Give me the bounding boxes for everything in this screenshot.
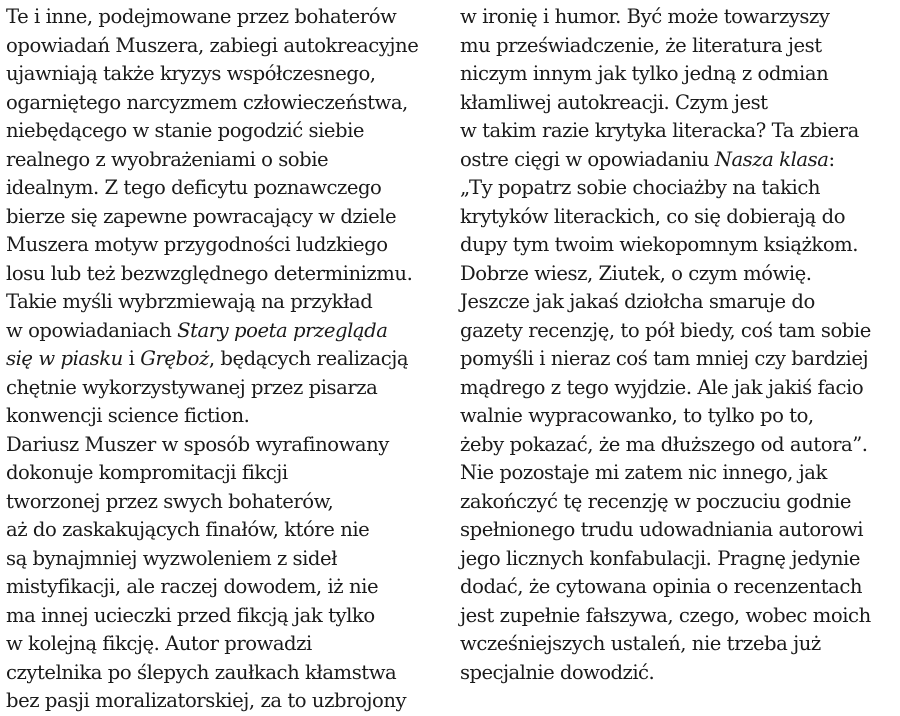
- text-line: [460, 402, 900, 431]
- text-line: [6, 174, 446, 203]
- text-line: [6, 516, 446, 545]
- text-line: [6, 431, 446, 460]
- text-segment: dupy tym twoim wiekopomnym książkom.: [460, 233, 859, 256]
- text-segment: tworzonej przez swych bohaterów,: [6, 489, 334, 513]
- text-line: [6, 659, 446, 688]
- text-segment: w ironię i humor. Być może towarzyszy: [460, 5, 830, 28]
- text-segment: ostre cięgi w opowiadaniu: [460, 147, 715, 171]
- text-segment: czytelnika po ślepych zaułkach kłamstwa: [6, 660, 397, 684]
- text-segment: niczym innym jak tylko jedną z odmian: [460, 62, 829, 85]
- text-line: [460, 545, 900, 574]
- text-line: [6, 260, 446, 289]
- text-segment: aż do zaskakujących finałów, które nie: [6, 518, 370, 541]
- text-column-right: [460, 3, 900, 687]
- text-line: [6, 545, 446, 574]
- text-line: [6, 231, 446, 260]
- text-segment: w kolejną fikcję. Autor prowadzi: [6, 632, 312, 655]
- text-line: [6, 345, 446, 374]
- text-segment: , będących realizacją: [208, 347, 409, 370]
- text-line: [460, 659, 900, 688]
- text-segment: Takie myśli wybrzmiewają na przykład: [6, 290, 373, 313]
- text-line: [460, 317, 900, 346]
- text-line: [460, 231, 900, 260]
- text-line: [460, 32, 900, 61]
- text-line: [460, 89, 900, 118]
- text-segment: mistyfikacji, ale raczej dowodem, iż nie: [6, 575, 379, 598]
- text-segment: specjalnie dowodzić.: [460, 660, 655, 684]
- text-segment: Dariusz Muszer w sposób wyrafinowany: [6, 432, 389, 456]
- text-segment: w opowiadaniach: [6, 318, 178, 342]
- text-segment: jest zupełnie fałszywa, czego, wobec moich: [460, 603, 871, 627]
- text-segment: spełnionego trudu udowadniania autorowi: [460, 518, 864, 541]
- text-line: [460, 288, 900, 317]
- text-line: [6, 60, 446, 89]
- text-line: [6, 687, 446, 716]
- text-column-left: [6, 3, 446, 716]
- text-line: [6, 117, 446, 146]
- text-segment: ujawniają także kryzys współczesnego,: [6, 62, 376, 85]
- text-line: [460, 203, 900, 232]
- text-line: [6, 203, 446, 232]
- text-segment: i: [122, 347, 141, 370]
- text-segment: Jeszcze jak jakaś dziołcha smaruje do: [460, 290, 815, 313]
- text-segment: Nie pozostaje mi zatem nic innego, jak: [460, 461, 827, 484]
- text-segment: Te i inne, podejmowane przez bohaterów: [6, 5, 397, 28]
- text-line: [6, 402, 446, 431]
- text-segment: mądrego z tego wyjdzie. Ale jak jakiś facio: [460, 375, 864, 399]
- text-segment: Muszera motyw przygodności ludzkiego: [6, 233, 388, 256]
- text-line: [460, 3, 900, 32]
- text-segment: realnego z wyobrażeniami o sobie: [6, 147, 329, 171]
- text-segment: walnie wypracowanko, to tylko po to,: [460, 404, 814, 427]
- text-segment: wcześniejszych ustaleń, nie trzeba już: [460, 632, 821, 655]
- text-line: [6, 288, 446, 317]
- text-line: [6, 317, 446, 346]
- text-line: [6, 374, 446, 403]
- text-line: [460, 374, 900, 403]
- text-segment: są bynajmniej wyzwoleniem z sideł: [6, 546, 338, 570]
- text-line: [6, 459, 446, 488]
- text-line: [460, 146, 900, 175]
- text-line: [460, 602, 900, 631]
- text-segment: mu przeświadczenie, że literatura jest: [460, 33, 822, 57]
- text-line: [6, 630, 446, 659]
- text-line: [460, 630, 900, 659]
- text-line: [460, 345, 900, 374]
- text-line: [460, 488, 900, 517]
- text-segment: chętnie wykorzystywanej przez pisarza: [6, 375, 378, 399]
- text-segment: gazety recenzję, to pół biedy, coś tam sobie: [460, 318, 871, 342]
- text-line: [6, 89, 446, 118]
- text-segment: w takim razie krytyka literacka? Ta zbiera: [460, 119, 859, 142]
- italic-title-text: Gręboż: [140, 347, 209, 370]
- text-segment: bez pasji moralizatorskiej, za to uzbrojony: [6, 689, 407, 712]
- text-segment: krytyków literackich, co się dobierają do: [460, 204, 846, 228]
- text-segment: dokonuje kompromitacji fikcji: [6, 461, 288, 484]
- text-line: [6, 3, 446, 32]
- text-segment: ogarniętego narcyzmem człowieczeństwa,: [6, 90, 408, 114]
- text-segment: :: [828, 147, 835, 171]
- text-line: [460, 60, 900, 89]
- text-segment: bierze się zapewne powracający w dziele: [6, 204, 397, 228]
- text-segment: opowiadań Muszera, zabiegi autokreacyjne: [6, 33, 419, 57]
- text-line: [460, 573, 900, 602]
- text-segment: Dobrze wiesz, Ziutek, o czym mówię.: [460, 261, 812, 285]
- text-line: [6, 602, 446, 631]
- text-segment: dodać, że cytowana opinia o recenzentach: [460, 575, 863, 598]
- text-line: [460, 516, 900, 545]
- text-segment: idealnym. Z tego deficytu poznawczego: [6, 176, 382, 199]
- text-segment: zakończyć tę recenzję w poczuciu godnie: [460, 489, 851, 513]
- text-segment: żeby pokazać, że ma dłuższego od autora”.: [460, 432, 868, 456]
- text-segment: losu lub też bezwzględnego determinizmu.: [6, 261, 413, 285]
- italic-title-text: Nasza klasa: [714, 147, 829, 171]
- text-segment: niebędącego w stanie pogodzić siebie: [6, 119, 365, 142]
- italic-title-text: się w piasku: [6, 347, 123, 370]
- text-line: [6, 32, 446, 61]
- text-line: [460, 431, 900, 460]
- text-line: [460, 459, 900, 488]
- text-line: [460, 260, 900, 289]
- text-segment: pomyśli i nieraz coś tam mniej czy bardziej: [460, 347, 869, 370]
- text-line: [6, 146, 446, 175]
- text-segment: ma innej ucieczki przed fikcją jak tylko: [6, 603, 375, 627]
- text-line: [460, 117, 900, 146]
- text-segment: konwencji science fiction.: [6, 404, 250, 427]
- text-segment: jego licznych konfabulacji. Pragnę jedynie: [460, 546, 860, 570]
- text-line: [6, 488, 446, 517]
- italic-title-text: Stary poeta przegląda: [177, 318, 388, 342]
- text-line: [6, 573, 446, 602]
- text-segment: „Ty popatrz sobie chociażby na takich: [460, 176, 821, 199]
- text-segment: kłamliwej autokreacji. Czym jest: [460, 90, 768, 114]
- text-line: [460, 174, 900, 203]
